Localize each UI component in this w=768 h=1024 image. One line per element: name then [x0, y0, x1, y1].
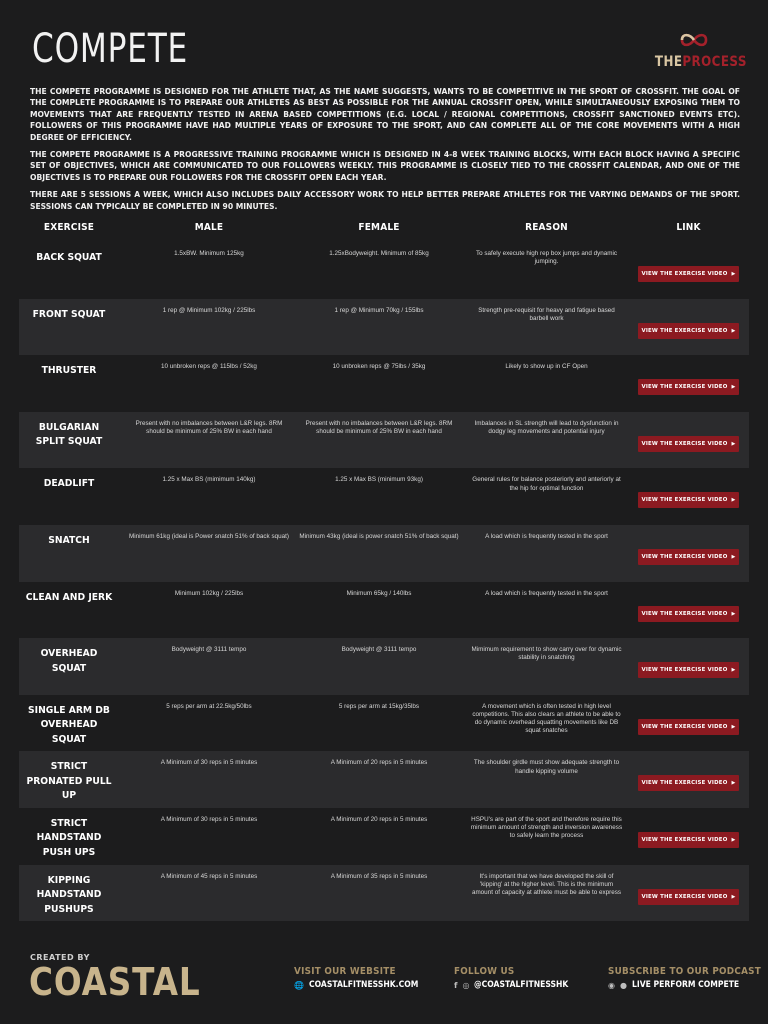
male-standard: Minimum 61kg (ideal is Power snatch 51% of back squat)	[129, 532, 289, 540]
reason-text: To safely execute high rep box jumps and dynamic jumping.	[475, 250, 618, 266]
intro-paragraph: THE COMPETE PROGRAMME IS DESIGNED FOR THE ATHLETE THAT, AS THE NAME SUGGESTS, WANTS TO BE COMPETITIVE IN THE SPORT OF CROSSFIT. THE GOAL OF THE COMPLETE PROGRAMME IS TO PREPARE OUR ATHLETES AS BEST AS POSSIBLE FOR THE ANNUAL CROSSFIT OPEN, WHILE SIMULTANEOUSLY EXPOSING THEM TO MOVEMENTS THAT ARE FREQUENTLY TESTED IN ARENA BASED COMPETITIONS (E.G. LOCAL / REGIONAL COMPETITIONS, CROSSFIT SANCTIONED EVENTS ETC). FOLLOWERS OF THIS PROGRAMME HAVE HAD MULTIPLE YEARS OF EXPOSURE TO THE SPORT, AND CAN COMPLETE ALL OF THE CORE MOVEMENTS WITH A HIGH DEGREE OF EFFICIENCY.	[30, 87, 740, 142]
the-process-logo	[648, 30, 747, 72]
male-standard: Present with no imbalances between L&R legs. 8RM should be minimum of 25% BW in each hand	[135, 419, 283, 435]
button-label: VIEW THE EXERCISE VIDEO	[641, 384, 728, 391]
male-standard: A Minimum of 45 reps in 5 minutes	[160, 872, 258, 880]
intro-paragraph: THERE ARE 5 SESSIONS A WEEK, WHICH ALSO INCLUDES DAILY ACCESSORY WORK TO HELP BETTER PREPARE ATHLETES FOR THE VARYING DEMANDS OF THE SPORT. SESSIONS CAN TYPICALLY BE COMPLETED IN 90 MINUTES.	[30, 190, 740, 211]
reason-text: It's important that we have developed the skill of 'kipping' at the higher level. This is the minimum amount of capacity at athlete must be able to express	[471, 872, 622, 896]
follow-value: @COASTALFITNESSHK	[474, 980, 569, 990]
male-standard: 1 rep @ Minimum 102kg / 225lbs	[162, 306, 256, 314]
header-female: FEMALE	[358, 222, 400, 233]
exercise-name: FRONT SQUAT	[32, 308, 106, 320]
exercise-name: STRICT HANDSTAND PUSH UPS	[36, 817, 102, 858]
reason-text: The shoulder girdle must show adequate strength to handle kipping volume	[473, 759, 620, 775]
reason-text: A movement which is often tested in high level competitions. This also clears an athlete to be able to do dynamic overhead squatting movements like DB squat snatches	[472, 702, 621, 735]
reason-text: Strength pre-requisit for heavy and fatigue based barbell work	[478, 306, 615, 322]
play-arrow-icon: ▶	[731, 497, 736, 504]
female-standard: Present with no imbalances between L&R legs. 8RM should be minimum of 25% BW in each hand	[305, 419, 453, 435]
logo-the: THE	[654, 54, 683, 70]
reason-text: General rules for balance posteriorly and anteriorly at the hip for optimal function	[472, 476, 621, 492]
logo-wordmark	[654, 54, 747, 70]
view-exercise-video-button[interactable]	[638, 323, 739, 339]
view-exercise-video-button[interactable]	[638, 492, 739, 508]
female-standard: 5 reps per arm at 15kg/35lbs	[338, 702, 420, 710]
exercise-name: THRUSTER	[41, 365, 97, 377]
page-footer	[0, 940, 768, 1024]
button-label: VIEW THE EXERCISE VIDEO	[641, 893, 728, 900]
view-exercise-video-button[interactable]	[638, 889, 739, 905]
podcast-link[interactable]	[608, 980, 768, 990]
page-header	[0, 0, 768, 80]
female-standard: Bodyweight @ 3111 tempo	[341, 646, 417, 654]
button-label: VIEW THE EXERCISE VIDEO	[641, 497, 728, 504]
exercise-name: KIPPING HANDSTAND PUSHUPS	[36, 874, 102, 915]
female-standard: A Minimum of 20 reps in 5 minutes	[330, 815, 428, 823]
table-row	[19, 751, 749, 808]
website-label: VISIT OUR WEBSITE	[294, 966, 396, 977]
button-label: VIEW THE EXERCISE VIDEO	[641, 667, 728, 674]
male-standard: A Minimum of 30 reps in 5 minutes	[160, 815, 258, 823]
reason-text: A load which is frequently tested in the sport	[485, 589, 608, 597]
female-standard: A Minimum of 20 reps in 5 minutes	[330, 759, 428, 767]
intro-paragraph: THE COMPETE PROGRAMME IS A PROGRESSIVE TRAINING PROGRAMME WHICH IS DESIGNED IN 4-8 WEEK TRAINING BLOCKS, WITH EACH BLOCK HAVING A SPECIFIC SET OF OBJECTIVES, WHICH ARE COMMUNICATED TO OUR FOLLOWERS WEEKLY. THIS PROGRAMME IS CLOSELY TIED TO THE CROSSFIT CALENDAR, AND ONE OF THE OBJECTIVES IS TO PREPARE OUR FOLLOWERS FOR THE CROSSFIT OPEN EACH YEAR.	[30, 150, 740, 182]
view-exercise-video-button[interactable]	[638, 379, 739, 395]
play-arrow-icon: ▶	[731, 780, 736, 787]
button-label: VIEW THE EXERCISE VIDEO	[641, 553, 728, 560]
table-row	[19, 299, 749, 356]
female-standard: Minimum 65kg / 140lbs	[346, 589, 412, 597]
button-label: VIEW THE EXERCISE VIDEO	[641, 271, 728, 277]
reason-text: Likely to show up in CF Open	[505, 363, 588, 371]
created-by-label: CREATED BY	[30, 953, 90, 962]
exercise-name: STRICT PRONATED PULL UP	[26, 761, 112, 802]
reason-text: HSPU's are part of the sport and therefore require this minimum amount of strength and inversion awareness to safely learn the process	[470, 815, 623, 840]
website-link[interactable]	[294, 980, 430, 990]
reason-text: Imbalances in SL strength will lead to dysfunction in dodgy leg movements and potential injury	[474, 419, 619, 435]
table-row	[19, 355, 749, 412]
male-standard: Bodyweight @ 3111 tempo	[171, 646, 247, 654]
globe-icon: 🌐	[294, 980, 304, 990]
view-exercise-video-button[interactable]	[638, 662, 739, 678]
follow-label: FOLLOW US	[454, 966, 515, 977]
coastal-logo: COASTAL	[29, 960, 201, 1004]
table-row	[19, 695, 749, 752]
table-row	[19, 525, 749, 582]
reason-text: A load which is frequently tested in the sport	[485, 532, 608, 540]
podcast-value: LIVE PERFORM COMPETE	[631, 980, 740, 990]
male-standard: 5 reps per arm at 22.5kg/50lbs	[166, 702, 252, 710]
button-label: VIEW THE EXERCISE VIDEO	[641, 836, 728, 843]
follow-block	[454, 966, 579, 990]
female-standard: Minimum 43kg (ideal is power snatch 51% of back squat)	[299, 532, 459, 540]
female-standard: 10 unbroken reps @ 75lbs / 35kg	[332, 363, 426, 371]
website-block	[294, 966, 430, 990]
table-row	[19, 412, 749, 469]
button-label: VIEW THE EXERCISE VIDEO	[641, 780, 728, 787]
play-arrow-icon: ▶	[731, 553, 736, 560]
button-label: VIEW THE EXERCISE VIDEO	[641, 723, 728, 730]
exercise-name: BACK SQUAT	[36, 252, 102, 263]
view-exercise-video-button[interactable]	[638, 832, 739, 848]
view-exercise-video-button[interactable]	[638, 775, 739, 791]
play-arrow-icon: ▶	[731, 893, 736, 900]
table-row	[19, 808, 749, 865]
exercise-name: DEADLIFT	[43, 478, 95, 490]
play-arrow-icon: ▶	[731, 440, 736, 447]
header-male: MALE	[194, 222, 224, 233]
infinity-logo-icon	[678, 30, 710, 50]
page-title: COMPETE	[32, 26, 189, 72]
exercise-name: BULGARIAN SPLIT SQUAT	[35, 421, 103, 448]
male-standard: Minimum 102kg / 225lbs	[174, 589, 244, 597]
male-standard: 1.25 x Max BS (mimimum 140kg)	[162, 476, 256, 484]
exercise-name: SINGLE ARM DB OVERHEAD SQUAT	[28, 704, 110, 745]
exercise-name: OVERHEAD SQUAT	[40, 648, 98, 674]
table-row	[19, 638, 749, 695]
table-body	[19, 242, 749, 921]
play-arrow-icon: ▶	[731, 384, 736, 391]
female-standard: 1.25 x Max BS (minimum 93kg)	[335, 476, 423, 484]
play-arrow-icon: ▶	[731, 327, 736, 334]
view-exercise-video-button[interactable]	[638, 719, 739, 735]
podcast-label: SUBSCRIBE TO OUR PODCAST	[608, 966, 762, 977]
view-exercise-video-button[interactable]	[638, 266, 739, 282]
view-exercise-video-button[interactable]	[638, 436, 739, 452]
play-arrow-icon: ▶	[731, 610, 736, 617]
view-exercise-video-button[interactable]	[638, 549, 739, 565]
exercise-name: CLEAN AND JERK	[25, 591, 113, 603]
table-header	[19, 214, 749, 242]
website-value: COASTALFITNESSHK.COM	[308, 980, 419, 990]
female-standard: A Minimum of 35 reps in 5 minutes	[330, 872, 428, 880]
reason-text: Mimimum requirement to show carry over for dynamic stability in snatching	[471, 646, 622, 662]
facebook-icon[interactable]: f	[454, 980, 458, 990]
podcast-icon[interactable]: ◉	[608, 980, 615, 990]
social-link[interactable]	[454, 980, 579, 990]
play-arrow-icon: ▶	[731, 836, 736, 843]
table-row	[19, 468, 749, 525]
intro-text	[30, 86, 740, 218]
table-row	[19, 865, 749, 922]
button-label: VIEW THE EXERCISE VIDEO	[641, 440, 728, 447]
female-standard: 1.25xBodyweight. Minimum of 85kg	[329, 250, 429, 257]
header-exercise: EXERCISE	[43, 222, 95, 233]
male-standard: 1.5xBW. Minimum 125kg	[174, 250, 244, 257]
male-standard: 10 unbroken reps @ 115lbs / 52kg	[161, 363, 257, 371]
exercise-name: SNATCH	[48, 534, 90, 546]
instagram-icon[interactable]: ◎	[462, 980, 470, 990]
play-arrow-icon: ▶	[731, 667, 736, 674]
button-label: VIEW THE EXERCISE VIDEO	[641, 327, 728, 334]
table-row	[19, 582, 749, 639]
view-exercise-video-button[interactable]	[638, 606, 739, 622]
female-standard: 1 rep @ Minimum 70kg / 155lbs	[334, 306, 424, 314]
play-arrow-icon: ▶	[731, 723, 736, 730]
button-label: VIEW THE EXERCISE VIDEO	[641, 610, 728, 617]
header-link: LINK	[676, 222, 701, 233]
spotify-icon[interactable]: ●	[619, 980, 627, 990]
podcast-block	[608, 966, 768, 990]
logo-process: PROCESS	[682, 54, 747, 70]
play-arrow-icon: ▶	[731, 271, 736, 277]
exercise-table	[19, 214, 749, 921]
table-row	[19, 242, 749, 299]
header-reason: REASON	[525, 222, 568, 233]
male-standard: A Minimum of 30 reps in 5 minutes	[160, 759, 258, 767]
